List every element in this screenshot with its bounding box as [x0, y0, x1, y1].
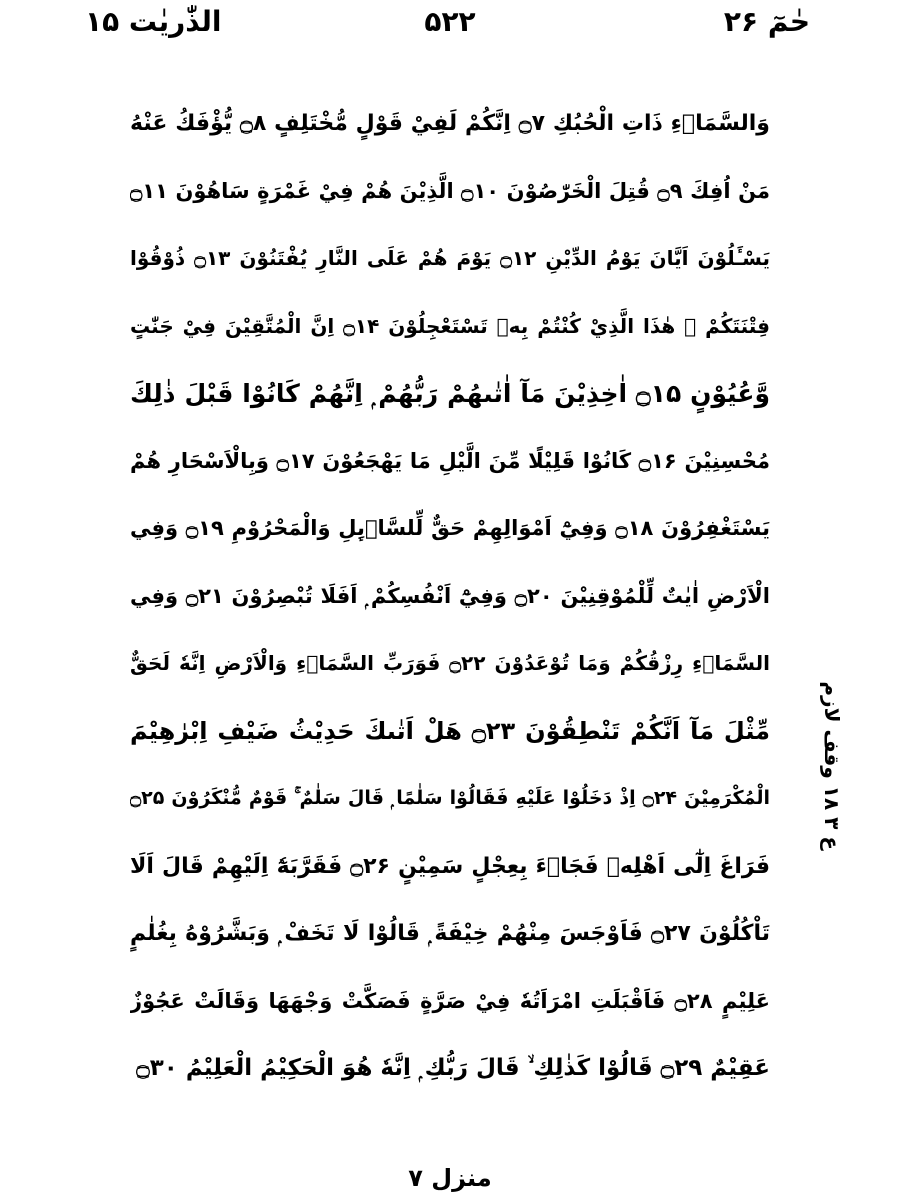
juz-name-header: حٰمٓ ۲۶	[723, 5, 810, 38]
verse-line: الْمُكْرَمِيْنَ ۝۲۴ اِذْ دَخَلُوْا عَلَيْهِ فَقَالُوْا سَلٰمًا ۭ قَالَ سَلٰمٌ ۚ قَوْمٌ مُّنْكَرُوْنَ ۝۲۵	[130, 787, 770, 809]
verse-line: يَسْتَغْفِرُوْنَ ۝۱۸ وَفِيْٓ اَمْوَالِهِمْ حَقٌّ لِّلسَّاۗىِٕلِ وَالْمَحْرُوْمِ ۝۱۹ وَفِي	[130, 516, 770, 540]
page-header	[0, 0, 900, 50]
manzil-footer: منزل ۷	[408, 1164, 492, 1192]
verse-line: وَالسَّمَاۤءِ ذَاتِ الْحُبُكِ ۝۷ اِنَّكُمْ لَفِيْ قَوْلٍ مُّخْتَلِفٍ ۝۸ يُّؤْفَكُ عَنْهُ	[130, 111, 770, 136]
page-number: ۵۲۲	[424, 5, 476, 38]
verse-text-block	[130, 90, 770, 1110]
verse-line: وَّعُيُوْنٍ ۝۱۵ اٰخِذِيْنَ مَآ اٰتٰىهُمْ رَبُّهُمْ ۭ اِنَّهُمْ كَانُوْا قَبْلَ ذٰلِكَ	[130, 379, 770, 408]
verse-line: فَرَاغَ اِلٰٓى اَهْلِهٖ فَجَاۗءَ بِعِجْلٍ سَمِيْنٍ ۝۲۶ فَقَرَّبَهٗٓ اِلَيْهِمْ قَالَ اَلَا	[130, 853, 770, 879]
verse-line: مِّثْلَ مَآ اَنَّكُمْ تَنْطِقُوْنَ ۝۲۳ هَلْ اَتٰىكَ حَدِيْثُ ضَيْفِ اِبْرٰهِيْمَ	[130, 716, 770, 745]
verse-line: يَسْـَٔلُوْنَ اَيَّانَ يَوْمُ الدِّيْنِ ۝۱۲ يَوْمَ هُمْ عَلَى النَّارِ يُفْتَنُوْنَ ۝۱۳ ذُوْقُوْا	[130, 246, 770, 270]
verse-line: تَاْكُلُوْنَ ۝۲۷ فَاَوْجَسَ مِنْهُمْ خِيْفَةً ۭ قَالُوْا لَا تَخَفْ ۭ وَبَشَّرُوْهُ بِغُلٰمٍ	[130, 921, 770, 946]
surah-name-header: الذّٰريٰت ۱۵	[85, 5, 222, 38]
verse-line: السَّمَاۗءِ رِزْقُكُمْ وَمَا تُوْعَدُوْنَ ۝۲۲ فَوَرَبِّ السَّمَاۗءِ وَالْاَرْضِ اِنَّهٗ لَحَقٌّ	[130, 651, 770, 675]
verse-line: الْاَرْضِ اٰيٰتٌ لِّلْمُوْقِنِيْنَ ۝۲۰ وَفِيْٓ اَنْفُسِكُمْ ۭ اَفَلَا تُبْصِرُوْنَ ۝۲۱ وَفِي	[130, 583, 770, 608]
ruku-margin-text: ع ۳ ۱۸ وقف لازم	[820, 681, 844, 850]
ruku-margin-note	[812, 681, 852, 850]
verse-line: مَنْ اُفِكَ ۝۹ قُتِلَ الْخَرّٰصُوْنَ ۝۱۰ الَّذِيْنَ هُمْ فِيْ غَمْرَةٍ سَاهُوْنَ ۝۱۱	[130, 178, 770, 203]
verse-line: عَقِيْمٌ ۝۲۹ قَالُوْا كَذٰلِكِ ۙ قَالَ رَبُّكِ ۭ اِنَّهٗ هُوَ الْحَكِيْمُ الْعَلِيْمُ ۝۳۰	[136, 1055, 770, 1081]
verse-line: فِتْنَتَكُمْ ۭ هٰذَا الَّذِيْ كُنْتُمْ بِهٖ تَسْتَعْجِلُوْنَ ۝۱۴ اِنَّ الْمُتَّقِيْنَ فِيْ جَنّٰتٍ	[130, 313, 770, 338]
verse-line: عَلِيْمٍ ۝۲۸ فَاَقْبَلَتِ امْرَاَتُهٗ فِيْ صَرَّةٍ فَصَكَّتْ وَجْهَهَا وَقَالَتْ عَجُوْزٌ	[130, 988, 770, 1013]
verse-line: مُحْسِنِيْنَ ۝۱۶ كَانُوْا قَلِيْلًا مِّنَ الَّيْلِ مَا يَهْجَعُوْنَ ۝۱۷ وَبِالْاَسْحَارِ هُمْ	[130, 448, 770, 473]
